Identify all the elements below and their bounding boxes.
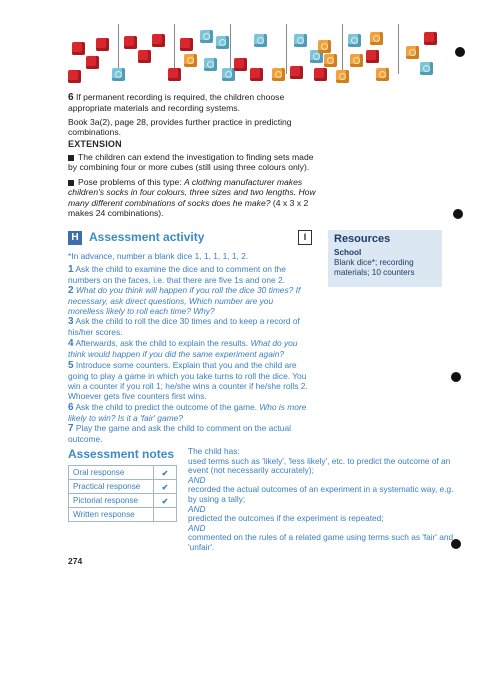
square-bullet-icon: [68, 155, 74, 161]
assessment-activity-heading: Assessment activity: [89, 230, 205, 244]
blue-cube-icon: [254, 34, 267, 47]
extension-item-text: The children can extend the investigation to finding sets made by combining four or more cubes (still using three colours only).: [68, 152, 314, 173]
binder-hole-icon: [451, 372, 461, 382]
sock-problem-text: A clothing manufacturer makes children's socks in four colours, three sizes and two lengths. How many different combinations of socks does he make?: [68, 177, 316, 208]
assessment-step: [68, 402, 310, 423]
step-number: 2: [68, 285, 74, 296]
red-cube-icon: [180, 38, 193, 51]
criterion: predicted the outcomes if the experiment is repeated;: [188, 513, 384, 524]
step-text: Ask the child to examine the dice and to comment on the numbers on the faces, i.e. that there are five 1s and one 2.: [68, 264, 286, 285]
table-row: [69, 508, 177, 522]
book-reference: Book 3a(2), page 28, provides further practice in predicting combinations.: [68, 117, 292, 138]
assessment-step: [68, 316, 310, 337]
step-text: Ask the child to predict the outcome of the game.: [75, 402, 260, 412]
step-number: 5: [68, 360, 74, 371]
and-connector: AND: [188, 522, 206, 533]
blue-cube-icon: [204, 58, 217, 71]
red-cube-icon: [152, 34, 165, 47]
red-cube-icon: [168, 68, 181, 81]
orange-cube-icon: [350, 54, 363, 67]
step-text: Ask the child to roll the dice 30 times and to keep a record of his/her scores.: [68, 316, 300, 337]
paragraph-number: 6: [68, 92, 74, 103]
red-cube-icon: [234, 58, 247, 71]
extension-item-2: [68, 177, 318, 219]
response-label: Written response: [69, 508, 154, 522]
resources-heading: Resources: [334, 233, 391, 245]
divider: [174, 24, 175, 74]
cube-illustration: [66, 24, 454, 86]
blue-cube-icon: [222, 68, 235, 81]
orange-cube-icon: [376, 68, 389, 81]
step-number: 3: [68, 316, 74, 327]
step-question: What do you think will happen if you roll the dice 30 times? If necessary, ask direct questions, Which number are you morelless likely to roll each time? Why?: [68, 285, 301, 316]
response-label: Pictorial response: [69, 494, 154, 508]
red-cube-icon: [86, 56, 99, 69]
page-number: 274: [68, 556, 83, 566]
red-cube-icon: [68, 70, 81, 83]
red-cube-icon: [138, 50, 151, 63]
extension-item-answer: (4 x 3 x 2 makes 24 combinations).: [68, 197, 309, 219]
step-number: 6: [68, 402, 74, 413]
orange-cube-icon: [406, 46, 419, 59]
step-text: Introduce some counters. Explain that you and the child are going to play a game in which you take turns to roll the dice. You win a counter if you roll 1; he/she wins a counter if he/she rolls 2. Whoever gets five counters first wins.: [68, 360, 308, 401]
binder-hole-icon: [453, 209, 463, 219]
divider: [286, 24, 287, 74]
square-bullet-icon: [68, 180, 74, 186]
orange-cube-icon: [184, 54, 197, 67]
assessment-step: [68, 338, 310, 359]
orange-cube-icon: [336, 70, 349, 83]
check-icon: ✔: [154, 480, 177, 494]
blue-cube-icon: [348, 34, 361, 47]
divider: [398, 24, 399, 74]
table-row: [69, 494, 177, 508]
extension-item-text: Pose problems of this type:: [78, 177, 185, 187]
step-number: 7: [68, 423, 74, 434]
orange-cube-icon: [370, 32, 383, 45]
red-cube-icon: [72, 42, 85, 55]
step-number: 1: [68, 264, 74, 275]
red-cube-icon: [124, 36, 137, 49]
assessment-notes-heading: Assessment notes: [68, 447, 175, 461]
blue-cube-icon: [420, 62, 433, 75]
red-cube-icon: [366, 50, 379, 63]
red-cube-icon: [250, 68, 263, 81]
orange-cube-icon: [324, 54, 337, 67]
blue-cube-icon: [216, 36, 229, 49]
red-cube-icon: [314, 68, 327, 81]
table-row: [69, 480, 177, 494]
blue-cube-icon: [112, 68, 125, 81]
orange-cube-icon: [318, 40, 331, 53]
assessment-step: [68, 360, 310, 401]
resources-list: Blank dice*; recording materials; 10 counters: [334, 258, 415, 277]
criterion: commented on the rules of a related game using terms such as 'fair' and 'unfair'.: [188, 532, 454, 552]
assessment-criteria: [188, 447, 454, 553]
section-letter-badge: H: [68, 231, 82, 245]
resources-subheading: School: [334, 248, 362, 257]
extension-item-1: [68, 152, 318, 173]
step-text: Play the game and ask the child to comment on the actual outcome.: [68, 423, 291, 444]
step-number: 4: [68, 338, 74, 349]
assessment-step: [68, 264, 310, 285]
divider: [118, 24, 119, 74]
response-table: [68, 465, 177, 522]
and-connector: AND: [188, 503, 206, 514]
table-row: [69, 466, 177, 480]
response-label: Practical response: [69, 480, 154, 494]
red-cube-icon: [96, 38, 109, 51]
step-question: What do you think would happen if you did the same experiment again?: [68, 338, 298, 359]
red-cube-icon: [290, 66, 303, 79]
assessment-step: [68, 285, 310, 316]
step-question: Who is more likely to win? Is it a 'fair' game?: [68, 402, 307, 423]
red-cube-icon: [424, 32, 437, 45]
step-text: Afterwards, ask the child to explain the results.: [75, 338, 251, 348]
check-icon: ✔: [154, 494, 177, 508]
divider: [342, 24, 343, 74]
criterion: recorded the actual outcomes of an experiment in a systematic way, e.g. by using a tally;: [188, 484, 454, 504]
divider: [230, 24, 231, 74]
blue-cube-icon: [294, 34, 307, 47]
resources-panel: [328, 230, 442, 287]
check-icon: ✔: [154, 466, 177, 480]
and-connector: AND: [188, 474, 206, 485]
check-cell: [154, 508, 177, 522]
assessment-intro: *In advance, number a blank dice 1, 1, 1, 1, 1, 2.: [68, 251, 249, 261]
criteria-intro: The child has:: [188, 446, 240, 456]
binder-hole-icon: [455, 47, 465, 57]
paragraph-text: If permanent recording is required, the children choose appropriate materials and recording systems.: [68, 92, 285, 114]
individual-marker: I: [298, 230, 312, 245]
paragraph-6: [68, 92, 318, 114]
assessment-step: [68, 423, 310, 444]
criterion: used terms such as 'likely', 'less likely', etc. to predict the outcome of an event (not necessarily accurately);: [188, 455, 451, 476]
extension-heading: EXTENSION: [68, 139, 122, 149]
response-label: Oral response: [69, 466, 154, 480]
blue-cube-icon: [200, 30, 213, 43]
orange-cube-icon: [272, 68, 285, 81]
